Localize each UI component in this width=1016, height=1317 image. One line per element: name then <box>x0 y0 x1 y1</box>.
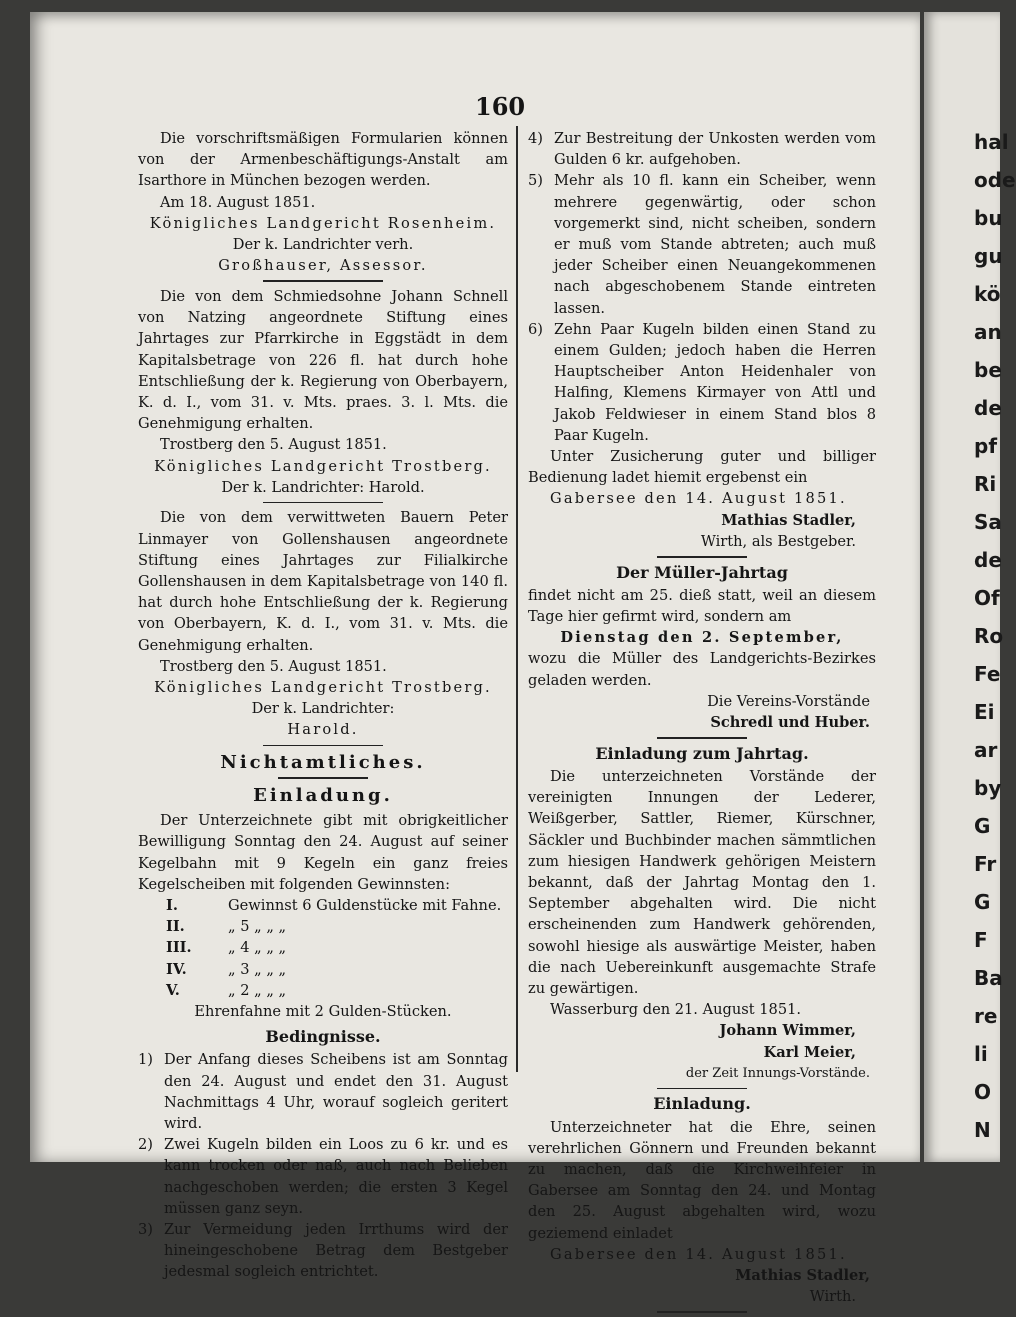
notice-signer: Harold. <box>287 721 359 739</box>
notice-text: Die von dem Schmiedsohne Johann Schnell von Natzing angeordnete Stiftung eines Jahrtages zur Pfarrkirche in Eggstädt in dem Kapitalsbetrage von 226 fl. hat durch hohe Entschließung der k. Regierung von Oberbayern, K. d. I., vom 31. v. Mts. praes. 3. l. Mts. die Genehmigung erhalten. <box>138 287 508 433</box>
conditions-list-continued <box>528 128 876 446</box>
edge-text-fragment: an <box>974 320 1002 344</box>
edge-text-fragment: N <box>974 1118 991 1142</box>
edge-text-fragment: ode <box>974 168 1016 192</box>
left-column <box>138 128 508 1283</box>
edge-text-fragment: re <box>974 1004 998 1028</box>
edge-text-fragment: F <box>974 928 988 952</box>
condition-item <box>138 1219 508 1283</box>
condition-text: Der Anfang dieses Scheibens ist am Sonntag den 24. August und endet den 31. August Nachmittags 4 Uhr, worauf sogleich geritert wird. <box>164 1051 508 1132</box>
condition-item <box>138 1134 508 1219</box>
edge-text-fragment: de <box>974 548 1002 572</box>
edge-text-fragment: kö <box>974 282 1001 306</box>
condition-number: 3) <box>138 1220 153 1238</box>
separator-rule <box>657 1088 747 1090</box>
separator-rule <box>657 556 747 558</box>
condition-item <box>138 1049 508 1134</box>
jahrtag-heading: Einladung zum Jahrtag. <box>595 743 809 763</box>
edge-text-fragment: Ro <box>974 624 1004 648</box>
edge-text-fragment: by <box>974 776 1002 800</box>
prize-description: Gewinnst 6 Guldenstücke mit Fahne. <box>228 896 502 914</box>
condition-number: 4) <box>528 130 543 147</box>
condition-text: Zehn Paar Kugeln bilden einen Stand zu einem Gulden; jedoch haben die Herren Hauptscheiber Anton Heidenhaler von Halfing, Klemens Kirmayer von Attl und Jakob Feldwieser in einem Stand blos 8 Paar Kugeln. <box>554 320 876 444</box>
condition-item <box>528 128 876 170</box>
page-number: 160 <box>475 92 526 121</box>
condition-text: Zur Bestreitung der Unkosten werden vom Gulden 6 kr. aufgehoben. <box>554 130 876 169</box>
separator-rule <box>263 280 383 282</box>
section-heading: Nichtamtliches. <box>220 752 426 774</box>
prize-item <box>138 916 508 937</box>
notice-office: Königliches Landgericht Rosenheim. <box>149 214 497 232</box>
notice-signer: Großhauser, Assessor. <box>218 257 428 275</box>
invitation-text: Der Unterzeichnete gibt mit obrigkeitlicher Bewilligung Sonntag den 24. August auf seiner Kegelbahn mit 9 Kegeln ein ganz freies Kegelscheiben mit folgenden Gewinnsten: <box>138 812 508 893</box>
edge-text-fragment: G <box>974 814 991 838</box>
notice-office: Königliches Landgericht Trostberg. <box>154 457 492 475</box>
mueller-date: Dienstag den 2. September, <box>560 629 844 647</box>
condition-text: Zur Vermeidung jeden Irrthums wird der hineingeschobene Betrag dem Bestgeber jedesmal sogleich entrichtet. <box>164 1220 508 1281</box>
closing-date: Gabersee den 14. August 1851. <box>550 490 847 508</box>
edge-text-fragment: hal <box>974 130 1009 154</box>
right-column <box>528 128 876 1317</box>
notice-title: Der k. Landrichter: <box>251 700 395 718</box>
condition-number: 6) <box>528 320 543 338</box>
mueller-heading: Der Müller-Jahrtag <box>616 562 788 582</box>
edge-text-fragment: Sa <box>974 510 1002 534</box>
jahrtag-date: Wasserburg den 21. August 1851. <box>550 1001 802 1019</box>
jahrtag-signer-title: der Zeit Innungs-Vorstände. <box>685 1065 870 1081</box>
conditions-list <box>138 1049 508 1282</box>
edge-text-fragment: Ba <box>974 966 1003 990</box>
edge-text-fragment: Fe <box>974 662 1001 686</box>
jahrtag-text: Die unterzeichneten Vorstände der vereinigten Innungen der Lederer, Weißgerber, Sattler, Riemer, Kürschner, Säckler und Buchbinder machen sämmtlichen zum hiesigen Handwerk gehörigen Meistern bekannt, daß der Jahrtag Montag den 1. September abgehalten wird. Die nicht erscheinenden zum Handwerk gehörenden, sowohl hiesige als auswärtige Meister, haben die nach Uebereinkunft ausgemachte Strafe zu gewärtigen. <box>528 767 876 997</box>
adjacent-page-edge <box>924 12 1016 1162</box>
prize-number: V. <box>166 981 180 999</box>
closing-signer-title: Wirth, als Bestgeber. <box>700 532 856 550</box>
mueller-signers: Schredl und Huber. <box>710 713 870 731</box>
prize-item <box>138 980 508 1001</box>
prize-number: II. <box>166 918 185 936</box>
edge-text-fragment: Ri <box>974 472 997 496</box>
prize-number: III. <box>166 939 192 957</box>
kirchweih-text: Unterzeichneter hat die Ehre, seinen verehrlichen Gönnern und Freunden bekannt zu machen, daß die Kirchweihfeier in Gabersee am Sonntag den 24. und Montag den 25. August abgehalten wird, wozu geziemend einladet <box>528 1118 876 1242</box>
jahrtag-signer-2: Karl Meier, <box>763 1043 856 1061</box>
condition-text: Mehr als 10 fl. kann ein Scheiber, wenn mehrere gegenwärtig, oder schon vorgemerkt sind, nicht scheiben, sondern er muß vom Stande abtreten; auch muß jeder Scheiber einen Neuangekommenen nach abgeschobenem Stande eintreten lassen. <box>554 172 876 317</box>
edge-text-fragment: Fr <box>974 852 997 876</box>
separator-rule <box>263 502 383 504</box>
separator-rule <box>263 745 383 747</box>
notice-date: Trostberg den 5. August 1851. <box>160 436 387 454</box>
notice-office: Königliches Landgericht Trostberg. <box>154 679 492 697</box>
condition-item <box>528 319 876 446</box>
notice-text: Die von dem verwittweten Bauern Peter Linmayer von Gollenshausen angeordnete Stiftung eines Jahrtages zur Filialkirche Gollenshausen in dem Kapitalsbetrage von 140 fl. hat durch hohe Entschließung der k. Regierung von Oberbayern, K. d. I., vom 31. v. Mts. die Genehmigung erhalten. <box>138 509 508 654</box>
separator-rule <box>657 1311 747 1313</box>
notice-title: Der k. Landrichter verh. <box>232 236 414 254</box>
conditions-heading: Bedingnisse. <box>265 1027 381 1047</box>
separator-rule <box>278 777 368 779</box>
notice-text: Die vorschriftsmäßigen Formularien können von der Armenbeschäftigungs-Anstalt am Isarthore in München bezogen werden. <box>138 130 508 190</box>
condition-number: 5) <box>528 172 543 190</box>
kirchweih-date: Gabersee den 14. August 1851. <box>550 1245 847 1263</box>
condition-number: 1) <box>138 1051 153 1069</box>
kirchweih-signer: Mathias Stadler, <box>735 1267 870 1285</box>
edge-text-fragment: O <box>974 1080 992 1104</box>
jahrtag-signer-1: Johann Wimmer, <box>719 1022 856 1040</box>
edge-text-fragment: li <box>974 1042 988 1066</box>
edge-text-fragment: G <box>974 890 991 914</box>
prize-item <box>138 937 508 958</box>
prize-number: IV. <box>166 960 187 978</box>
edge-text-fragment: be <box>974 358 1002 382</box>
notice-date: Trostberg den 5. August 1851. <box>160 657 387 675</box>
edge-text-fragment: pf <box>974 434 998 458</box>
prize-number: I. <box>166 896 178 914</box>
prize-description: „ 5 „ „ „ <box>228 918 287 936</box>
prize-item <box>138 959 508 980</box>
prize-item <box>138 895 508 916</box>
edge-text-fragment: Of <box>974 586 1000 610</box>
kirchweih-heading: Einladung. <box>653 1094 751 1114</box>
invitation-heading: Einladung. <box>253 784 393 806</box>
closing-signer: Mathias Stadler, <box>721 511 856 529</box>
edge-text-fragment: bu <box>974 206 1003 230</box>
edge-text-fragment: Ei <box>974 700 995 724</box>
prize-list <box>138 895 508 1001</box>
notice-signer: Der k. Landrichter: Harold. <box>221 478 425 496</box>
kirchweih-signer-title: Wirth. <box>809 1288 856 1306</box>
edge-text-fragment: de <box>974 396 1002 420</box>
condition-item <box>528 170 876 318</box>
honor-flag: Ehrenfahne mit 2 Gulden-Stücken. <box>194 1002 452 1020</box>
condition-number: 2) <box>138 1136 153 1154</box>
edge-text-fragment: gu <box>974 244 1003 268</box>
mueller-text2: wozu die Müller des Landgerichts-Bezirkes geladen werden. <box>528 650 876 689</box>
condition-text: Zwei Kugeln bilden ein Loos zu 6 kr. und es kann trocken oder naß, auch nach Belieben nachgeschoben werden; die ersten 3 Kegel müssen ganz seyn. <box>164 1136 508 1217</box>
prize-description: „ 2 „ „ „ <box>228 981 287 999</box>
notice-date: Am 18. August 1851. <box>160 193 316 211</box>
prize-description: „ 3 „ „ „ <box>228 960 287 978</box>
separator-rule <box>657 737 747 739</box>
mueller-signers-title: Die Vereins-Vorstände <box>707 692 870 710</box>
column-divider <box>516 126 518 1072</box>
prize-description: „ 4 „ „ „ <box>228 939 287 957</box>
closing-text: Unter Zusicherung guter und billiger Bedienung ladet hiemit ergebenst ein <box>528 448 876 487</box>
mueller-text: findet nicht am 25. dieß statt, weil an diesem Tage hier gefirmt wird, sondern am <box>528 586 876 625</box>
edge-text-fragment: ar <box>974 738 998 762</box>
